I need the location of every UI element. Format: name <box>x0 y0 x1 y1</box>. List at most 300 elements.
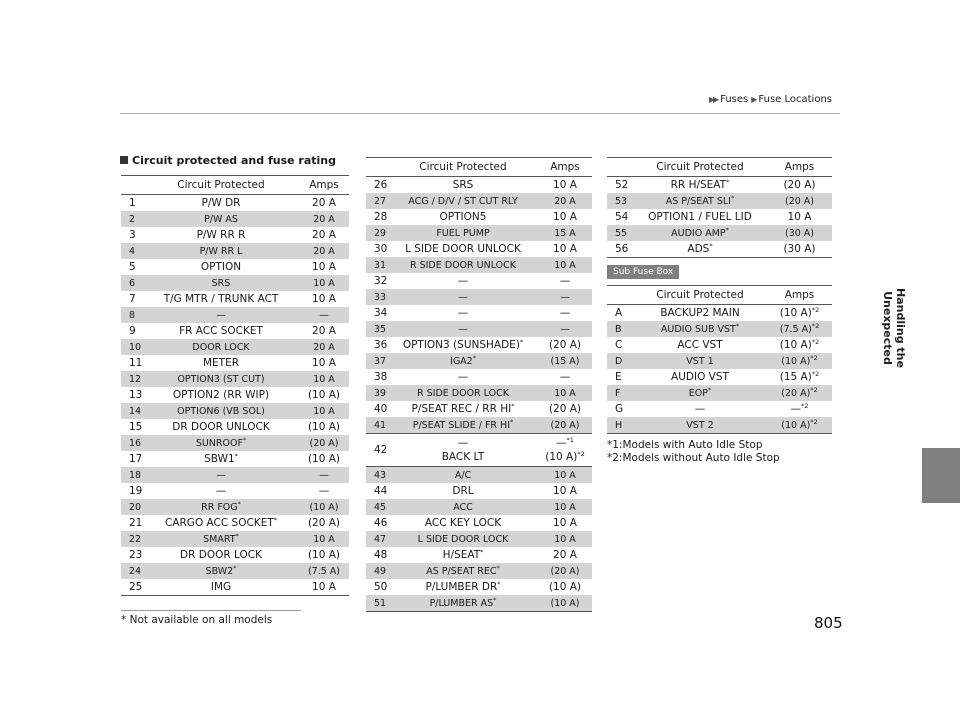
fuse-number: H <box>607 417 633 434</box>
table-row <box>366 289 592 305</box>
fuse-number: 21 <box>129 517 143 529</box>
fuse-amps: 20 A <box>538 193 592 209</box>
circuit-name: R SIDE DOOR UNLOCK <box>388 257 538 273</box>
footnote-marker: * <box>730 193 735 202</box>
fuse-number: 49 <box>366 563 388 579</box>
fuse-number: 1 <box>129 197 136 209</box>
fuse-number: 34 <box>374 307 388 319</box>
fuse-amps: (20 A) <box>538 417 592 434</box>
fuse-amps: 10 A <box>299 371 349 387</box>
table-row <box>121 531 349 547</box>
fuse-amps: 20 A <box>312 325 336 337</box>
fuse-number: 11 <box>129 357 143 369</box>
fuse-amps: 20 A <box>312 229 336 241</box>
table-row <box>366 563 592 579</box>
circuit-name: RR H/SEAT* <box>670 178 730 191</box>
note-2: *2:Models without Auto Idle Stop <box>607 452 780 464</box>
fuse-table-3 <box>607 157 832 258</box>
footnote-marker: * <box>707 385 712 394</box>
breadcrumb <box>709 94 832 105</box>
fuse-amps: (10 A) <box>299 499 349 515</box>
table-row <box>366 353 592 369</box>
table-row <box>366 531 592 547</box>
table-row <box>607 417 832 434</box>
fuse-amps: (10 A)$^{*2}$ <box>767 417 832 434</box>
table-row <box>607 225 832 241</box>
fuse-number: 40 <box>374 403 388 415</box>
fuse-number: 54 <box>615 211 629 223</box>
table-row <box>366 257 592 273</box>
fuse-amps: — <box>318 485 330 497</box>
fuse-number: 28 <box>374 211 388 223</box>
footnote-marker: * <box>511 402 515 410</box>
footnote-marker: * <box>496 563 500 572</box>
fuse-amps: —$^{*1}$ (10 A)$^{*2}$ <box>538 434 592 467</box>
circuit-name: A/C <box>388 467 538 484</box>
circuit-name: EOP* <box>633 385 767 401</box>
table-row <box>366 434 592 467</box>
table-row <box>366 337 592 353</box>
column-header-circuit: Circuit Protected <box>388 158 538 177</box>
circuit-name: P/W RR R <box>196 229 246 241</box>
circuit-name: DRL <box>452 485 474 497</box>
column-header-circuit: Circuit Protected <box>143 176 299 195</box>
circuit-name: DR DOOR LOCK <box>180 549 262 561</box>
fuse-table-sub <box>607 285 832 434</box>
fuse-amps: (20 A) <box>299 435 349 451</box>
fuse-number: 14 <box>121 403 143 419</box>
footnote-marker: * <box>273 516 277 524</box>
fuse-number: E <box>615 371 622 383</box>
circuit-name: — <box>457 307 469 319</box>
fuse-amps: 20 A <box>553 549 577 561</box>
table-row <box>121 451 349 467</box>
table-row <box>366 177 592 194</box>
footnote-marker: * <box>497 580 501 588</box>
fuse-amps: (15 A)$^{*2}$ <box>779 370 820 383</box>
table-row <box>121 515 349 531</box>
fuse-amps: 10 A <box>553 179 577 191</box>
fuse-amps: 10 A <box>553 243 577 255</box>
fuse-amps: 10 A <box>299 579 349 596</box>
table-row <box>366 579 592 595</box>
circuit-name: OPTION1 / FUEL LID <box>648 211 752 223</box>
table-row <box>607 193 832 209</box>
footnote-marker: * <box>709 242 713 250</box>
fuse-amps: — <box>559 275 571 287</box>
footnote-marker: *2 <box>811 306 820 314</box>
footnote-marker: * <box>235 531 239 540</box>
fuse-number: 12 <box>121 371 143 387</box>
table-row <box>366 417 592 434</box>
fuse-amps: —$^{*2}$ <box>790 402 809 415</box>
fuse-amps: — <box>538 321 592 337</box>
fuse-amps: (15 A) <box>538 353 592 369</box>
table-row <box>366 467 592 484</box>
circuit-name: — <box>215 485 227 497</box>
sub-fuse-box-label: Sub Fuse Box <box>607 265 679 279</box>
fuse-amps: — <box>559 307 571 319</box>
table-row <box>366 499 592 515</box>
fuse-number: 15 <box>129 421 143 433</box>
table-row <box>121 243 349 259</box>
circuit-name: AUDIO VST <box>671 371 729 383</box>
fuse-amps: 10 A <box>538 531 592 547</box>
column-header-circuit: Circuit Protected <box>633 286 767 305</box>
table-row <box>607 401 832 417</box>
fuse-number: 56 <box>607 241 633 258</box>
footnote-marker: *2 <box>811 321 820 330</box>
fuse-amps: — <box>299 467 349 483</box>
fuse-number: 8 <box>121 307 143 323</box>
triangle-icon: ▶ <box>751 95 756 104</box>
fuse-amps: (10 A) <box>307 453 341 465</box>
circuit-name: ACC VST <box>677 339 723 351</box>
circuit-name: RR FOG* <box>143 499 299 515</box>
fuse-number: 26 <box>374 179 388 191</box>
fuse-number: 7 <box>129 293 136 305</box>
footnote-marker: * <box>510 417 514 426</box>
fuse-number: 33 <box>366 289 388 305</box>
fuse-number: 32 <box>374 275 388 287</box>
footnote-marker: *2 <box>801 402 809 410</box>
fuse-number: 27 <box>366 193 388 209</box>
footnote-marker: * <box>233 563 237 572</box>
fuse-number: 3 <box>129 229 136 241</box>
fuse-number: G <box>615 403 624 415</box>
square-bullet-icon <box>120 156 128 164</box>
fuse-amps: (7.5 A) <box>299 563 349 579</box>
circuit-name: OPTION3 (ST CUT) <box>143 371 299 387</box>
fuse-amps: 10 A <box>553 211 577 223</box>
table-row <box>366 401 592 417</box>
fuse-amps: 20 A <box>299 243 349 259</box>
table-row <box>607 321 832 337</box>
fuse-number: 20 <box>121 499 143 515</box>
circuit-name: BACKUP2 MAIN <box>660 307 740 319</box>
fuse-number: 37 <box>366 353 388 369</box>
footnote-marker: * <box>725 225 729 234</box>
fuse-amps: 10 A <box>312 293 336 305</box>
fuse-number: 29 <box>366 225 388 241</box>
circuit-name: P/W DR <box>201 197 241 209</box>
circuit-name: R SIDE DOOR LOCK <box>388 385 538 401</box>
circuit-name: — BACK LT <box>388 434 538 467</box>
circuit-name: SUNROOF* <box>143 435 299 451</box>
section-heading-text: Circuit protected and fuse rating <box>132 154 336 167</box>
table-row <box>121 387 349 403</box>
footnote-marker: *2 <box>811 370 820 378</box>
table-row <box>121 307 349 323</box>
fuse-number: 44 <box>374 485 388 497</box>
fuse-amps: (20 A) <box>548 403 582 415</box>
page-number: 805 <box>814 614 843 632</box>
circuit-name: DR DOOR UNLOCK <box>172 421 270 433</box>
table-row <box>366 369 592 385</box>
circuit-name: P/SEAT SLIDE / FR HI* <box>388 417 538 434</box>
fuse-amps: 10 A <box>538 385 592 401</box>
table-row <box>121 291 349 307</box>
fuse-number: 45 <box>366 499 388 515</box>
fuse-number: B <box>607 321 633 337</box>
chapter-label: Handling the Unexpected <box>881 288 907 368</box>
circuit-name: VST 2 <box>633 417 767 434</box>
table-row <box>121 563 349 579</box>
table-row <box>366 515 592 531</box>
table-row <box>121 259 349 275</box>
fuse-amps: 10 A <box>538 467 592 484</box>
fuse-number: D <box>607 353 633 369</box>
fuse-amps: (10 A)$^{*2}$ <box>779 338 820 351</box>
circuit-name: L SIDE DOOR UNLOCK <box>405 243 521 255</box>
fuse-number: 2 <box>121 211 143 227</box>
fuse-number: 36 <box>374 339 388 351</box>
fuse-number: 23 <box>129 549 143 561</box>
table-row <box>607 241 832 258</box>
fuse-number: 42 <box>366 434 388 467</box>
circuit-name: VST 1 <box>633 353 767 369</box>
fuse-number: C <box>615 339 623 351</box>
fuse-amps: 10 A <box>553 517 577 529</box>
fuse-amps: (10 A)$^{*2}$ <box>779 306 820 319</box>
table-row <box>121 579 349 596</box>
section-heading <box>120 154 336 167</box>
table-row <box>366 483 592 499</box>
fuse-amps: (20 A) <box>548 339 582 351</box>
fuse-amps: 20 A <box>299 339 349 355</box>
table-row <box>607 209 832 225</box>
footnote-marker: * <box>519 338 524 346</box>
table-row <box>121 403 349 419</box>
breadcrumb-item-fuse-locations[interactable]: Fuse Locations <box>758 94 832 105</box>
circuit-name: — <box>388 289 538 305</box>
footnote-marker: *2 <box>810 417 818 426</box>
circuit-name: H/SEAT* <box>442 548 484 561</box>
table-row <box>121 323 349 339</box>
chapter-marker <box>922 448 960 503</box>
circuit-name: ADS* <box>633 241 767 258</box>
column-header-number <box>121 176 143 195</box>
table-row <box>121 211 349 227</box>
table-row <box>366 595 592 612</box>
table-row <box>607 369 832 385</box>
fuse-amps: 10 A <box>312 261 336 273</box>
circuit-name: OPTION3 (SUNSHADE)* <box>402 338 524 351</box>
table-row <box>121 547 349 563</box>
fuse-amps: (10 A) <box>538 595 592 612</box>
fuse-number: 30 <box>374 243 388 255</box>
table-row <box>607 305 832 322</box>
fuse-amps: — <box>538 289 592 305</box>
fuse-number: 53 <box>607 193 633 209</box>
table-row <box>121 371 349 387</box>
fuse-amps: 10 A <box>299 403 349 419</box>
table-row <box>121 467 349 483</box>
column-header-number <box>607 158 633 177</box>
fuse-amps: (10 A)$^{*2}$ <box>767 353 832 369</box>
fuse-number: F <box>607 385 633 401</box>
circuit-name: L SIDE DOOR LOCK <box>388 531 538 547</box>
table-row <box>121 419 349 435</box>
table-row <box>121 355 349 371</box>
fuse-number: 6 <box>121 275 143 291</box>
fuse-number: 18 <box>121 467 143 483</box>
table-row <box>366 321 592 337</box>
table-row <box>121 195 349 212</box>
fuse-amps: (10 A) <box>548 581 582 593</box>
fuse-number: 13 <box>129 389 143 401</box>
circuit-name: IGA2* <box>388 353 538 369</box>
table-row <box>366 209 592 225</box>
table-row <box>121 227 349 243</box>
fuse-amps: 10 A <box>538 257 592 273</box>
fuse-number: 10 <box>121 339 143 355</box>
fuse-amps: 10 A <box>787 211 812 223</box>
circuit-name: OPTION5 <box>439 211 487 223</box>
note-1: *1:Models with Auto Idle Stop <box>607 439 763 451</box>
circuit-name: METER <box>202 357 240 369</box>
fuse-amps: 10 A <box>312 357 336 369</box>
circuit-name: FUEL PUMP <box>388 225 538 241</box>
fuse-amps: (10 A) <box>307 389 341 401</box>
table-row <box>366 193 592 209</box>
table-row <box>607 385 832 401</box>
table-row <box>607 337 832 353</box>
fuse-number: 22 <box>121 531 143 547</box>
triangle-icon: ▶▶ <box>708 95 718 104</box>
circuit-name: — <box>457 371 469 383</box>
fuse-number: 55 <box>607 225 633 241</box>
circuit-name: SRS <box>143 275 299 291</box>
table-row <box>366 273 592 289</box>
fuse-number: 24 <box>121 563 143 579</box>
footnote-marker: * <box>242 435 247 444</box>
circuit-name: ACC KEY LOCK <box>424 517 502 529</box>
footnote-marker: * <box>472 353 476 362</box>
fuse-amps: (20 A) <box>538 563 592 579</box>
circuit-name: SRS <box>452 179 474 191</box>
circuit-name: T/G MTR / TRUNK ACT <box>163 293 279 305</box>
circuit-name: P/W RR L <box>143 243 299 259</box>
footnote-marker: * <box>480 548 484 556</box>
circuit-name: OPTION <box>200 261 242 273</box>
fuse-number: 52 <box>615 179 629 191</box>
circuit-name: CARGO ACC SOCKET* <box>165 516 277 529</box>
table-row <box>121 275 349 291</box>
header-divider <box>120 113 840 114</box>
table-row <box>366 385 592 401</box>
fuse-table-1 <box>121 175 349 596</box>
circuit-name: ACG / D/V / ST CUT RLY <box>388 193 538 209</box>
table-row <box>121 499 349 515</box>
circuit-name: IMG <box>143 579 299 596</box>
footnote-marker: *2 <box>810 353 818 362</box>
circuit-name: DOOR LOCK <box>143 339 299 355</box>
table-row <box>607 353 832 369</box>
circuit-name: OPTION2 (RR WIP) <box>172 389 270 401</box>
fuse-amps: 20 A <box>299 211 349 227</box>
fuse-number: 48 <box>374 549 388 561</box>
circuit-name: AS P/SEAT REC* <box>388 563 538 579</box>
fuse-amps: 10 A <box>538 499 592 515</box>
fuse-number: 47 <box>366 531 388 547</box>
fuse-number: 38 <box>374 371 388 383</box>
column-header-circuit: Circuit Protected <box>633 158 767 177</box>
fuse-number: 17 <box>129 453 143 465</box>
circuit-name: AUDIO AMP* <box>633 225 767 241</box>
circuit-name: P/LUMBER DR* <box>425 580 501 593</box>
fuse-number: 19 <box>129 485 143 497</box>
circuit-name: AUDIO SUB VST* <box>633 321 767 337</box>
fuse-number: 39 <box>366 385 388 401</box>
circuit-name: — <box>457 275 469 287</box>
model-notes <box>607 439 780 465</box>
circuit-name: — <box>694 403 706 415</box>
circuit-name: AS P/SEAT SLI* <box>633 193 767 209</box>
table-row <box>121 339 349 355</box>
fuse-number: 25 <box>121 579 143 596</box>
fuse-number: 50 <box>374 581 388 593</box>
circuit-name: SMART* <box>143 531 299 547</box>
fuse-number: 5 <box>129 261 136 273</box>
fuse-table-2 <box>366 157 592 612</box>
fuse-amps: — <box>559 371 571 383</box>
circuit-name: P/LUMBER AS* <box>388 595 538 612</box>
column-header-amps: Amps <box>299 176 349 195</box>
fuse-number: 43 <box>366 467 388 484</box>
column-header-number <box>366 158 388 177</box>
fuse-number: 41 <box>366 417 388 434</box>
fuse-amps: 15 A <box>538 225 592 241</box>
column-header-amps: Amps <box>767 158 832 177</box>
table-row <box>366 547 592 563</box>
fuse-amps: 20 A <box>312 197 336 209</box>
table-row <box>121 435 349 451</box>
fuse-amps: (20 A) <box>307 517 341 529</box>
footnote-marker: *2 <box>811 338 820 346</box>
fuse-amps: (10 A) <box>307 421 341 433</box>
circuit-name: ACC <box>388 499 538 515</box>
circuit-name: SBW1* <box>204 452 238 465</box>
circuit-name: — <box>388 321 538 337</box>
fuse-amps: 10 A <box>299 531 349 547</box>
footnote-marker: * <box>493 595 497 604</box>
column-header-amps: Amps <box>538 158 592 177</box>
table-row <box>366 225 592 241</box>
fuse-number: 16 <box>121 435 143 451</box>
fuse-number: 51 <box>366 595 388 612</box>
footnote-marker: * <box>234 452 238 460</box>
table-row <box>366 241 592 257</box>
fuse-number: 46 <box>374 517 388 529</box>
circuit-name: FR ACC SOCKET <box>179 325 263 337</box>
fuse-amps: (30 A) <box>767 241 832 258</box>
column-header-amps: Amps <box>767 286 832 305</box>
fuse-amps: (30 A) <box>767 225 832 241</box>
fuse-amps: (20 A)$^{*2}$ <box>767 385 832 401</box>
table-row <box>366 305 592 321</box>
breadcrumb-item-fuses[interactable]: Fuses <box>720 94 749 105</box>
footnote-marker: * <box>726 178 730 186</box>
footnote-marker: * <box>735 321 740 330</box>
fuse-amps: 10 A <box>553 485 577 497</box>
fuse-amps: (7.5 A)$^{*2}$ <box>767 321 832 337</box>
fuse-number: A <box>615 307 623 319</box>
circuit-name: — <box>143 467 299 483</box>
fuse-amps: (20 A) <box>783 179 816 191</box>
fuse-number: 35 <box>366 321 388 337</box>
circuit-name: P/SEAT REC / RR HI* <box>411 402 515 415</box>
